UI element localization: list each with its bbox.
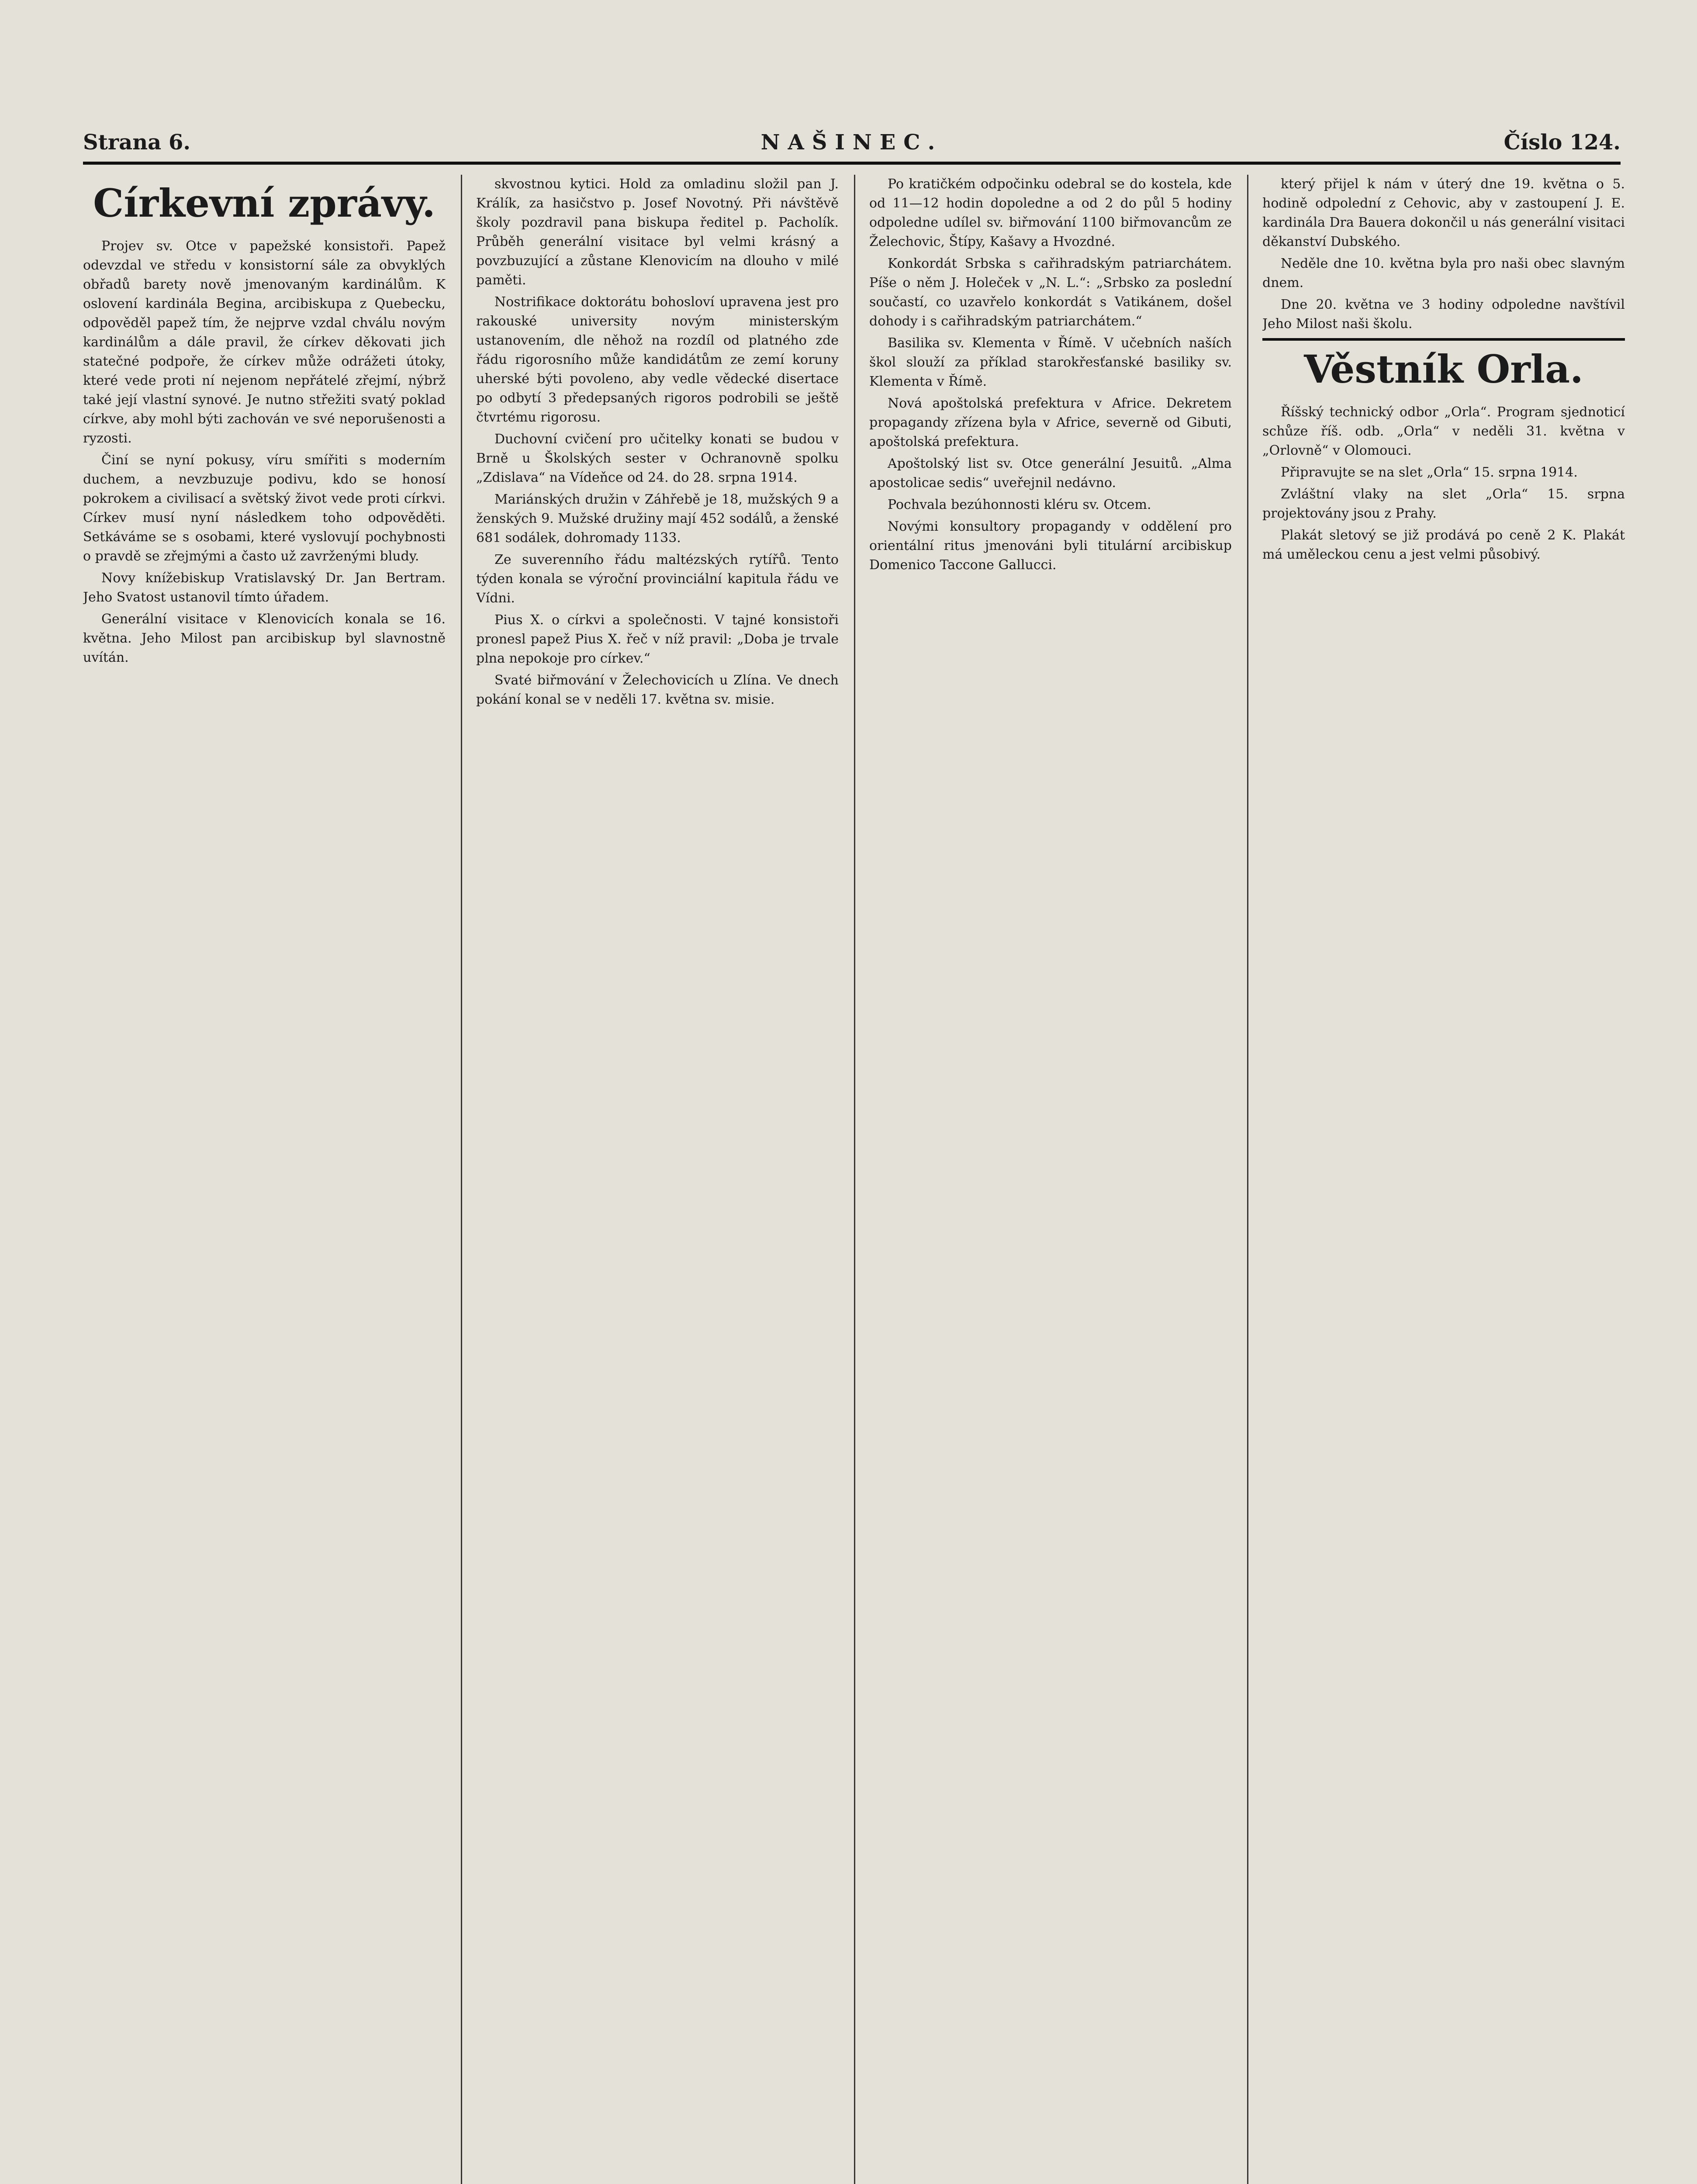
article-paragraph: který přijel k nám v úterý dne 19. května o 5. hodině odpolední z Cehovic, aby v zastoupení J. E. kardinála Dra Bauera dokončil u nás generální visitaci děkanství Dubského. xyxy=(1262,176,1625,249)
article-paragraph: Dne 20. května ve 3 hodiny odpoledne navštívil Jeho Milost naši školu. xyxy=(1262,297,1625,332)
column-1 xyxy=(83,175,446,2184)
article-paragraph: Ze suverenního řádu maltézských rytířů. Tento týden konala se výroční provinciální kapitula řádu ve Vídni. xyxy=(476,552,839,606)
article-paragraph: Konkordát Srbska s cařihradským patriarchátem. Píše o něm J. Holeček v „N. L.“: „Srbsko za poslední součastí, co uzavřelo konkordát s Vatikánem, došel dohody i s cařihradským patriarchátem.“ xyxy=(869,256,1232,329)
article-paragraph: Novými konsultory propagandy v oddělení pro orientální ritus jmenováni byli titulární arcibiskup Domenico Taccone Gallucci. xyxy=(869,519,1232,573)
column-2 xyxy=(476,175,839,2184)
newspaper-title: NAŠINEC. xyxy=(760,130,943,155)
article-paragraph: Svaté biřmování v Želechovicích u Zlína. Ve dnech pokání konal se v neděli 17. května sv. misie. xyxy=(476,673,839,707)
article-paragraph: Basilika sv. Klementa v Římě. V učebních naších škol slouží za příklad starokřesťanské basiliky sv. Klementa v Římě. xyxy=(869,335,1232,389)
article-paragraph: Pius X. o církvi a společnosti. V tajné konsistoři pronesl papež Pius X. řeč v níž pravil: „Doba je trvale plna nepokoje pro církev.“ xyxy=(476,612,839,666)
article-paragraph: Po kratičkém odpočinku odebral se do kostela, kde od 11—12 hodin dopoledne a od 2 do půl 5 hodiny odpoledne udílel sv. biřmování 1100 biřmovancům ze Želechovic, Štípy, Kašavy a Hvozdné. xyxy=(869,176,1232,249)
article-paragraph: Generální visitace v Klenovicích konala se 16. května. Jeho Milost pan arcibiskup byl slavnostně uvítán. xyxy=(83,612,446,665)
article-paragraph: Říšský technický odbor „Orla“. Program sjednoticí schůze říš. odb. „Orla“ v neděli 31. května v „Orlovně“ v Olomouci. xyxy=(1262,404,1625,458)
column-divider xyxy=(461,175,462,2184)
column-3 xyxy=(869,175,1232,2184)
article-paragraph: Novy knížebiskup Vratislavský Dr. Jan Bertram. Jeho Svatost ustanovil tímto úřadem. xyxy=(83,570,446,605)
article-paragraph: Činí se nyní pokusy, víru smířiti s moderním duchem, a nevzbuzuje podivu, kdo se honosí pokrokem a civilisací a světský život vede proti církvi. Církev musí nyní následkem toho odpověděti. Setkáváme se s osobami, které vyslovují pochybnosti o pravdě se zřejmými a často už zavrženými bludy. xyxy=(83,453,446,564)
article-paragraph: Apoštolský list sv. Otce generální Jesuitů. „Alma apostolicae sedis“ uveřejnil nedávno. xyxy=(869,456,1232,491)
article-paragraph: Pochvala bezúhonnosti kléru sv. Otcem. xyxy=(888,497,1151,512)
orel-section-title: Věstník Orla. xyxy=(1262,338,1625,393)
article-paragraph: Zvláštní vlaky na slet „Orla“ 15. srpna projektovány jsou z Prahy. xyxy=(1262,487,1625,521)
article-paragraph: Připravujte se na slet „Orla“ 15. srpna 1914. xyxy=(1281,465,1578,480)
page-header xyxy=(83,127,1621,165)
article-paragraph: Nová apoštolská prefektura v Africe. Dekretem propagandy zřízena byla v Africe, severně od Gibuti, apoštolská prefektura. xyxy=(869,396,1232,449)
column-4 xyxy=(1262,175,1625,2184)
section-title: Církevní zprávy. xyxy=(93,180,435,226)
column-divider xyxy=(854,175,855,2184)
article-paragraph: Duchovní cvičení pro učitelky konati se budou v Brně u Školských sester v Ochranovně spolku „Zdislava“ na Vídeňce od 24. do 28. srpna 1914. xyxy=(476,432,839,485)
column-divider xyxy=(1247,175,1248,2184)
article-paragraph: skvostnou kytici. Hold za omladinu složil pan J. Králík, za hasičstvo p. Josef Novotný. Při návštěvě školy pozdravil pana biskupa ředitel p. Pacholík. Průběh generální visitace byl velmi krásný a povzbuzující a zůstane Klenovicím na dlouho v milé paměti. xyxy=(476,176,839,288)
article-paragraph: Plakát sletový se již prodává po ceně 2 K. Plakát má uměleckou cenu a jest velmi působivý. xyxy=(1262,528,1625,562)
issue-number: Číslo 124. xyxy=(1503,130,1621,155)
article-paragraph: Projev sv. Otce v papežské konsistoři. Papež odevzdal ve středu v konsistorní sále za obvyklých obřadů barety nově jmenovaným kardinálům. K oslovení kardinála Begina, arcibiskupa z Quebecku, odpověděl papež tím, že nejprve vzdal chválu novým kardinálům a dále pravil, že církev děkovati jich statečné podpoře, že církev může odrážeti útoky, které vede proti ní nejenom nepřátelé zřejmí, nýbrž také její vlastní synové. Je nutno střežiti svatý poklad církve, aby mohl býti zachován ve své neporušenosti a ryzosti. xyxy=(83,238,446,446)
article-paragraph: Neděle dne 10. května byla pro naši obec slavným dnem. xyxy=(1262,256,1625,290)
article-paragraph: Nostrifikace doktorátu bohosloví upravena jest pro rakouské university novým ministerským ustanovením, dle něhož na rozdíl od platného zde řádu rigorosního může kandidátům ze zemí koruny uherské býti povoleno, aby vedle vědecké disertace po odbytí 3 předepsaných rigoros podrobili se ještě čtvrtému rigorosu. xyxy=(476,294,839,425)
article-paragraph: Mariánských družin v Záhřebě je 18, mužských 9 a ženských 9. Mužské družiny mají 452 sodálů, a ženské 681 sodálek, dohromady 1133. xyxy=(476,492,839,546)
page-number: Strana 6. xyxy=(83,130,191,155)
